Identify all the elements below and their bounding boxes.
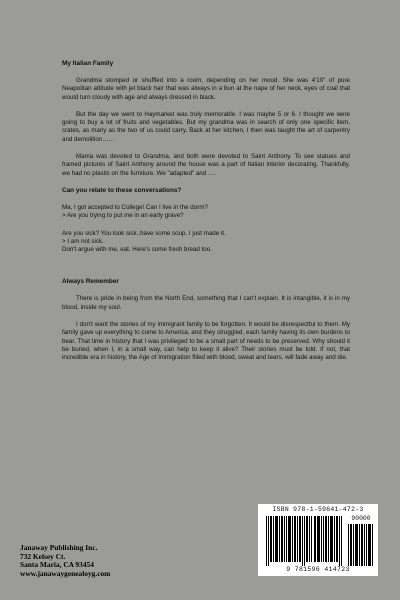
- section-heading-my-italian-family: My Italian Family: [62, 60, 114, 67]
- ean-number: 9 781596 414723: [286, 566, 350, 573]
- paragraph-stories: I don't want the stories of my immigrant family to be forgotten. It would be disrespectful to them. My family gave up everything to come to America, and they struggled, each family having its own burdens to bear. That time in history that I was privileged to be a small part of needs to be preserved. Why should it be buried, when I, in a small way, can help to keep it alive? Their stories must be told. If not, that incredible era in history, the Age of Immigration filled with blood, sweat and tears, will fade away and die.: [62, 321, 350, 362]
- publisher-name: Janaway Publishing Inc.: [20, 543, 98, 552]
- publisher-city: Santa Maria, CA 93454: [20, 560, 94, 570]
- dialog-line: Don't argue with me, eat. Here's some fresh bread too.: [62, 246, 212, 254]
- isbn-label: ISBN 978-1-59641-472-3: [272, 506, 364, 513]
- section-heading-always-remember: Always Remember: [62, 278, 119, 286]
- spacer: [62, 221, 350, 230]
- dialog-line: Are you sick? You look sick..have some soup. I just made it.: [62, 229, 226, 237]
- publisher-info: [20, 544, 110, 578]
- section-heading-conversations: Can you relate to these conversations?: [62, 186, 182, 194]
- paragraph-saint-anthony: Mama was devoted to Grandma, and both were devoted to Saint Anthony. To see statues and framed pictures of Saint Anthony around the house was a part of Italian interior decorating. Thankfully, we had no plastic on the furniture. We "adapted" and ….: [62, 153, 350, 177]
- publisher-website: www.janawaygenealoyg.com: [20, 568, 111, 578]
- price-barcode-bars: [348, 524, 374, 566]
- ean-barcode-bars: [266, 516, 342, 566]
- paragraph-haymarket: But the day we went to Haymarket was truly memorable. I was maybe 5 or 6. I thought we were going to buy a lot of fruits and vegetables. But my grandma was in search of only one specific item, crates, as many as the two of us could carry. Back at her kitchen, I then was taught the art of carpentry and demolition……: [62, 110, 350, 143]
- price-code: 90000: [351, 515, 371, 522]
- dialog-line: > Are you trying to put me in an early grave?: [62, 212, 184, 220]
- paragraph-north-end: There is pride in being from the North End, something that I can't explain. It is intangible, it is in my blood, inside my soul.: [62, 295, 350, 311]
- isbn-barcode: [258, 504, 378, 576]
- paragraph-grandma: Grandma stomped or shuffled into a room, depending on her mood. She was 4'10" of pure Neapolitan attitude with jet black hair that was always in a bun at the nape of her neck, eyes of coal that would turn cloudy with age and always dressed in black.: [62, 77, 350, 101]
- publisher-street: 732 Kelsey Ct.: [20, 551, 66, 561]
- dialog-line: Ma, I got accepted to College! Can I live in the dorm?: [62, 203, 208, 211]
- cover-text: [62, 60, 350, 372]
- dialog-line: > I am not sick.: [62, 237, 104, 245]
- spacer: [62, 254, 350, 278]
